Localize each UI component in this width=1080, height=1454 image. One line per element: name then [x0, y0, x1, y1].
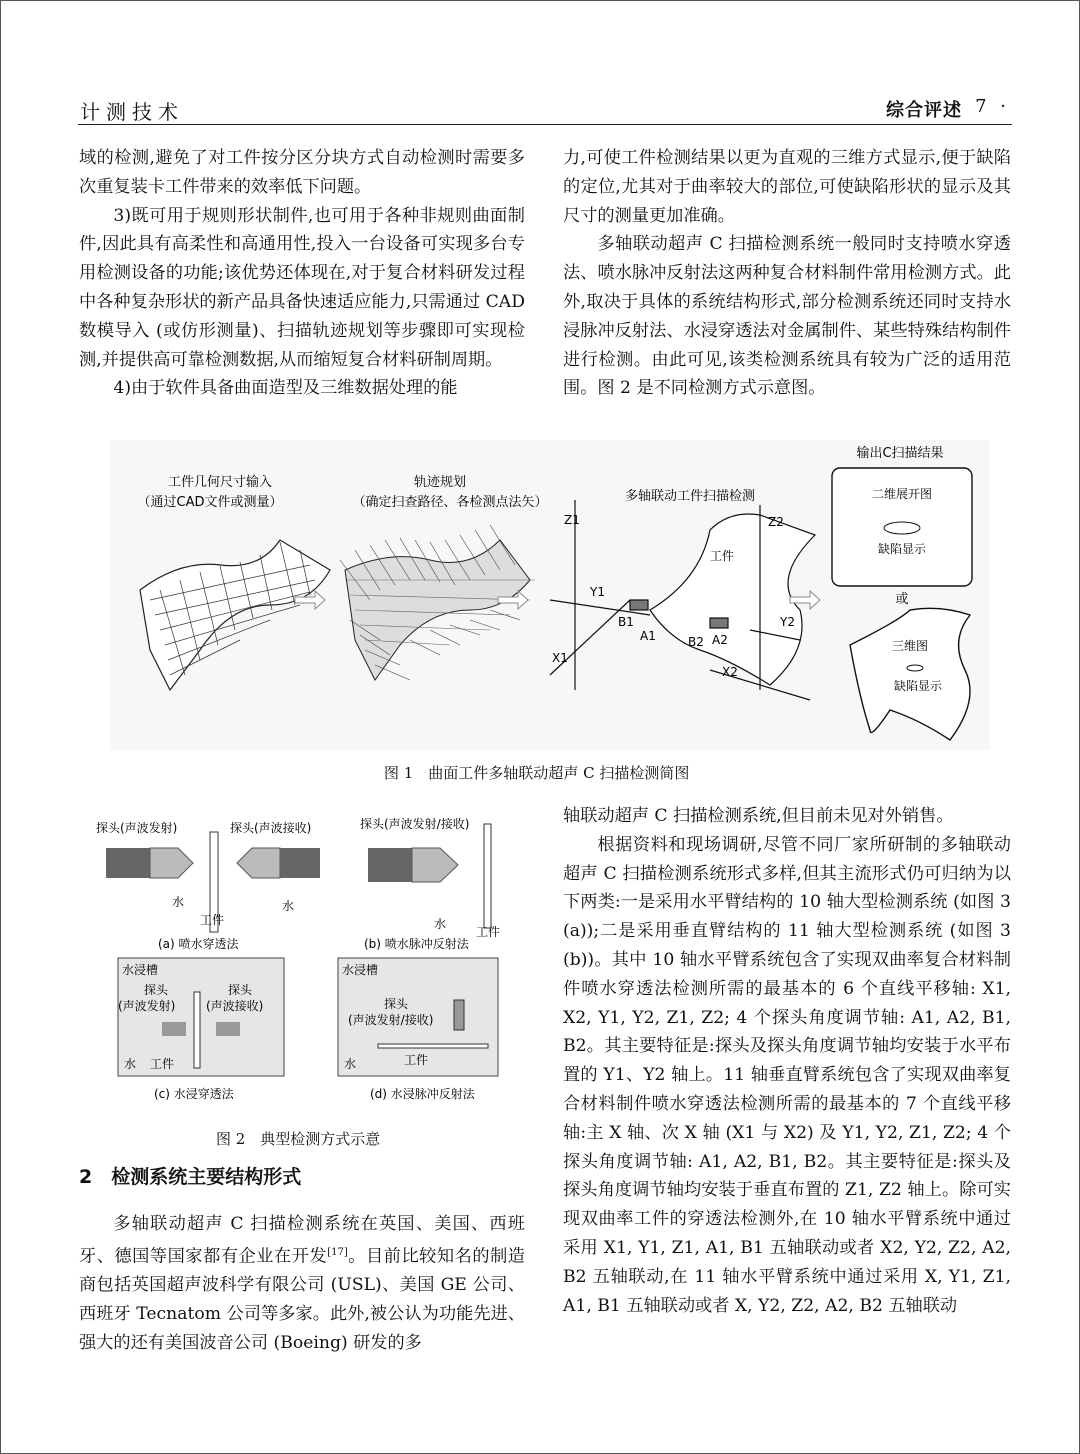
header-rule [78, 124, 1012, 125]
axis-label-b2: B2 [688, 635, 704, 649]
paragraph: 多轴联动超声 C 扫描检测系统一般同时支持喷水穿透法、喷水脉冲反射法这两种复合材料制件常用检测方式。此外,取决于具体的系统结构形式,部分检测系统还同时支持水浸脉冲反射法、水浸穿透法对金属制件、某些特殊结构制件进行检测。由此可见,该类检测系统具有较为广泛的适用范围。图 2 是不同检测方式示意图。 [563, 234, 1011, 399]
fig2c-probe-rx [216, 1022, 240, 1036]
fig2a-nozzle-tx [150, 848, 193, 878]
axis-label-x2: X2 [722, 665, 738, 679]
defect-label-3d: 缺陷显示 [893, 679, 943, 693]
section-2-title: 2 检测系统主要结构形式 [79, 1166, 302, 1188]
fig2a-probe-tx: 探头(声波发射) [96, 821, 178, 835]
paragraph: 4)由于软件具备曲面造型及三维数据处理的能 [113, 378, 458, 399]
fig2a-probe-tx-body [106, 848, 150, 878]
fig2c-workpiece [194, 992, 200, 1068]
fig1-step1-title: 工件几何尺寸输入 [167, 475, 273, 490]
workpiece-label: 工件 [710, 549, 735, 563]
defect-label-2d: 缺陷显示 [877, 542, 927, 556]
fig2b-workpiece [484, 824, 491, 928]
fig1-step3-title: 多轴联动工件扫描检测 [624, 489, 756, 504]
fig2c-tank-label: 水浸槽 [122, 963, 159, 977]
fig2c-probe-left: 探头 [144, 983, 169, 997]
fig2c-label: (c) 水浸穿透法 [154, 1087, 234, 1101]
fig1-step1-sub: （通过CAD文件或测量） [137, 495, 283, 510]
axis-label-z2: Z2 [768, 515, 784, 529]
defect-ellipse-3d [907, 665, 923, 671]
fig2b-workpiece-label: 工件 [476, 925, 501, 939]
fig2a-label: (a) 喷水穿透法 [158, 937, 239, 951]
paragraph: 力,可使工件检测结果以更为直观的三维方式显示,便于缺陷的定位,尤其对于曲率较大的部位,可使缺陷形状的显示及其尺寸的测量更加准确。 [563, 148, 1011, 226]
fig2b-nozzle [412, 848, 458, 882]
fig2d-label: (d) 水浸脉冲反射法 [370, 1087, 475, 1101]
axis-label-x1: X1 [552, 651, 568, 665]
axis-label-b1: B1 [618, 615, 634, 629]
defect-ellipse [884, 522, 920, 534]
fig2b-probe: 探头(声波发射/接收) [360, 817, 470, 831]
fig2b-water: 水 [434, 917, 447, 931]
fig2c-probe-tx [162, 1022, 186, 1036]
fig2b-probe-body [368, 848, 412, 882]
fig1-step2-title: 轨迹规划 [413, 475, 467, 490]
paragraph: 根据资料和现场调研,尽管不同厂家所研制的多轴联动超声 C 扫描检测系统形式多样,但其主流形式仍可归纳为以下两类:一是采用水平臂结构的 10 轴大型检测系统 (如图 3 (a));二是采用垂直臂结构的 11 轴大型检测系统 (如图 3 (b))。其中 10 轴水平臂系统包含了实现双曲率复合材料制件喷水穿透法检测所需的最基本的 6 个直线平移轴: X1, X2, Y1, Y2, Z1, Z2; 4 个探头角度调节轴: A1, A2, B1, B2。其主要特征是:探头及探头角度调节轴均安装于水平布置的 Y1、Y2 轴上。11 轴垂直臂系统包含了实现双曲率复合材料制件喷水穿透法检测所需的最基本的 7 个直线平移轴:主 X 轴、次 X 轴 (X1 与 X2) 及 Y1, Y2, Z1, Z2; 4 个探头角度调节轴: A1, A2, B1, B2。其主要特征是:探头及探头角度调节轴均安装于垂直布置的 Z1, Z2 轴上。除可实现双曲率工件的穿透法检测外,在 10 轴水平臂系统中通过采用 X1, Y1, Z1, A1, B1 五轴联动或者 X2, Y2, Z2, A2, B2 五轴联动,在 11 轴水平臂系统中通过采用 X, Y1, Z1, A1, B1 五轴联动或者 X, Y2, Z2, A2, B2 五轴联动 [563, 834, 1011, 1316]
paragraph: 轴联动超声 C 扫描检测系统,但目前未见对外销售。 [563, 806, 954, 826]
fig2b-label: (b) 喷水脉冲反射法 [364, 937, 469, 951]
paragraph: 域的检测,避免了对工件按分区分块方式自动检测时需要多次重复装卡工件带来的效率低下问题。 [79, 148, 525, 197]
section-name: 综合评述 [886, 100, 962, 121]
figure-2 [88, 812, 508, 1112]
fig2a-probe-rx-body [280, 848, 320, 878]
figure-2-caption: 图 2 典型检测方式示意 [216, 1130, 381, 1148]
fig2a-water-left: 水 [172, 895, 185, 909]
fig1-step2-sub: （确定扫查路径、各检测点法矢） [352, 495, 548, 510]
figure-1 [110, 440, 990, 750]
paragraph [79, 1210, 525, 1358]
fig2a-water-right: 水 [282, 899, 295, 913]
fig2d-txrx: (声波发射/接收) [348, 1013, 434, 1027]
view-3d-label: 三维图 [891, 639, 929, 653]
fig2c-water: 水 [124, 1057, 137, 1071]
or-label: 或 [895, 592, 909, 607]
fig2c-tx: (声波发射) [118, 999, 176, 1013]
fig2a-workpiece-label: 工件 [200, 913, 225, 927]
axis-label-a2: A2 [712, 633, 728, 647]
fig2c-rx: (声波接收) [206, 999, 264, 1013]
fig2a-probe-rx: 探头(声波接收) [230, 821, 312, 835]
fig2d-water: 水 [344, 1057, 357, 1071]
axis-label-z1: Z1 [564, 513, 580, 527]
fig2a-nozzle-rx [237, 848, 280, 878]
right-column-bottom [563, 802, 1011, 1320]
fig2d-workpiece-label: 工件 [404, 1053, 429, 1067]
right-column-top [563, 144, 1011, 403]
fig2c-probe-right: 探头 [228, 983, 253, 997]
axis-label-y1: Y1 [590, 585, 605, 599]
fig2d-workpiece [378, 1044, 488, 1048]
paragraph: 3)既可用于规则形状制件,也可用于各种非规则曲面制件,因此具有高柔性和高通用性,投入一台设备可实现多台专用检测设备的功能;该优势还体现在,对于复合材料研发过程中各种复杂形状的新产品具备快速适应能力,只需通过 CAD 数模导入 (或仿形测量)、扫描轨迹规划等步骤即可实现检测,并提供高可靠检测数据,从而缩短复合材料研制周期。 [79, 205, 525, 370]
section-2-text-cont: 。目前比较知名的制造商包括英国超声波科学有限公司 (USL)、美国 GE 公司、西班牙 Tecnatom 公司等多家。此外,被公认为功能先进、强大的还有美国波音公司 (Boeing) 研发的多 [79, 1246, 525, 1353]
citation: [17] [327, 1246, 348, 1258]
axis-label-a1: A1 [640, 629, 656, 643]
fig2c-workpiece-label: 工件 [150, 1057, 175, 1071]
left-column-top [79, 144, 525, 403]
figure-1-caption: 图 1 曲面工件多轴联动超声 C 扫描检测简图 [384, 764, 690, 782]
left-column-bottom [79, 1210, 525, 1358]
fig2d-probe-body [454, 1000, 464, 1030]
section-2-text: 多轴联动超声 C 扫描检测系统在英国、美国、西班牙、德国等国家都有企业在开发 [79, 1214, 525, 1267]
fig2d-tank-label: 水浸槽 [342, 963, 379, 977]
fig2d-probe: 探头 [384, 997, 409, 1011]
journal-name: 计测技术 [80, 100, 184, 124]
view-2d-label: 二维展开图 [871, 487, 933, 501]
output-title: 输出C扫描结果 [856, 446, 944, 461]
axis-label-y2: Y2 [780, 615, 795, 629]
page-number: · 7 · [955, 96, 1010, 117]
